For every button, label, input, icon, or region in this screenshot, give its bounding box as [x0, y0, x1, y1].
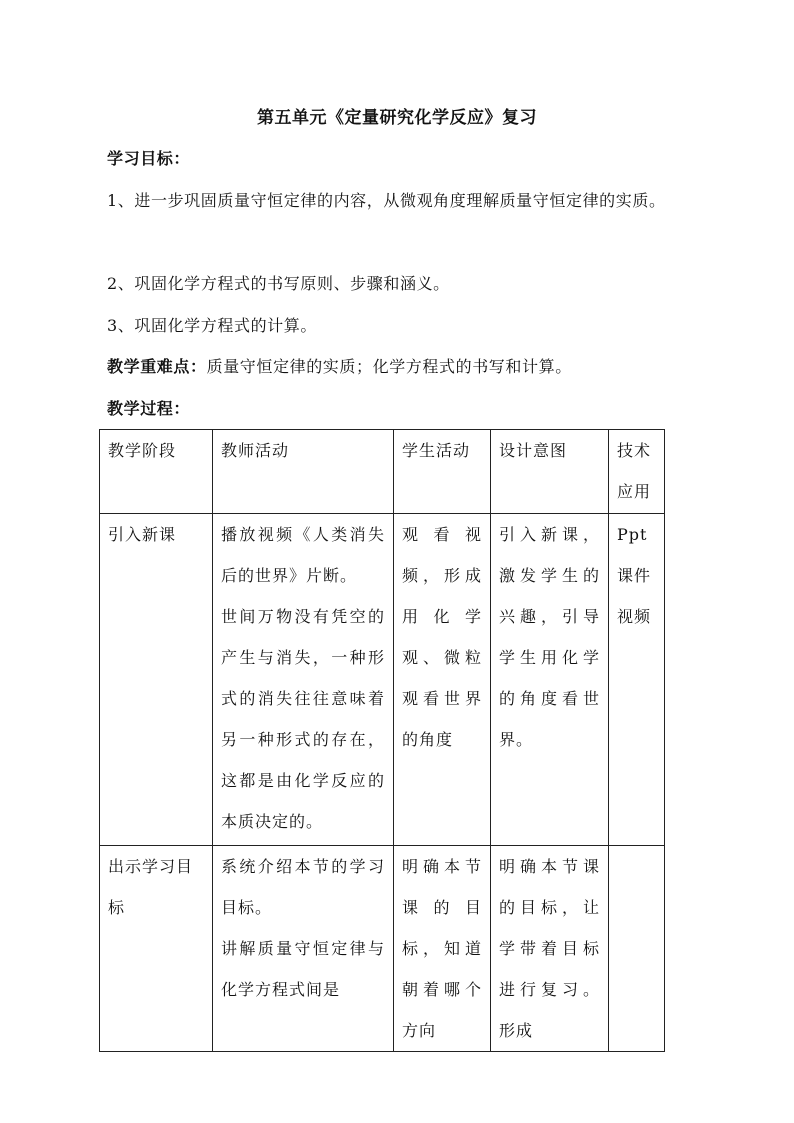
process-heading: 教学过程：: [107, 399, 191, 418]
key-points-text: 质量守恒定律的实质；化学方程式的书写和计算。: [206, 357, 572, 376]
cell-teacher: [213, 514, 394, 846]
cell-tech: [609, 846, 665, 1052]
objective-2: 2、巩固化学方程式的书写原则、步骤和涵义。: [107, 274, 450, 293]
cell-student: 观看视频，形成用化学观、微粒观看世界的角度: [394, 514, 491, 846]
key-points-line: [107, 346, 697, 388]
cell-stage: 出示学习目标: [100, 846, 213, 1052]
teacher-para: 讲解质量守恒定律与化学方程式间是: [221, 939, 385, 999]
objectives-heading: 学习目标：: [107, 149, 191, 168]
cell-intent: 引入新课，激发学生的兴趣，引导学生用化学的角度看世界。: [491, 514, 609, 846]
table-header-row: [100, 430, 665, 514]
header-intent: 设计意图: [491, 430, 609, 514]
cell-stage: 引入新课: [100, 514, 213, 846]
teacher-para: 播放视频《人类消失后的世界》片断。: [221, 525, 385, 585]
header-teacher: 教师活动: [213, 430, 394, 514]
table-row: [100, 514, 665, 846]
header-stage: 教学阶段: [100, 430, 213, 514]
header-student: 学生活动: [394, 430, 491, 514]
objective-1: 1、进一步巩固质量守恒定律的内容，从微观角度理解质量守恒定律的实质。: [107, 191, 666, 210]
table-row: [100, 846, 665, 1052]
header-tech: 技术应用: [609, 430, 665, 514]
key-points-label: 教学重难点：: [107, 357, 207, 376]
teacher-para: 系统介绍本节的学习目标。: [221, 857, 385, 917]
cell-tech: Ppt课件视频: [609, 514, 665, 846]
cell-student: 明确本节课的目标，知道朝着哪个方向: [394, 846, 491, 1052]
objective-3: 3、巩固化学方程式的计算。: [107, 316, 317, 335]
lesson-table: [99, 429, 665, 1052]
cell-intent: 明确本节课的目标，让学带着目标进行复习。形成: [491, 846, 609, 1052]
cell-teacher: [213, 846, 394, 1052]
teacher-para: 世间万物没有凭空的产生与消失，一种形式的消失往往意味着另一种形式的存在，这都是由化学反应的本质决定的。: [221, 607, 385, 831]
page-title: 第五单元《定量研究化学反应》复习: [257, 108, 537, 128]
